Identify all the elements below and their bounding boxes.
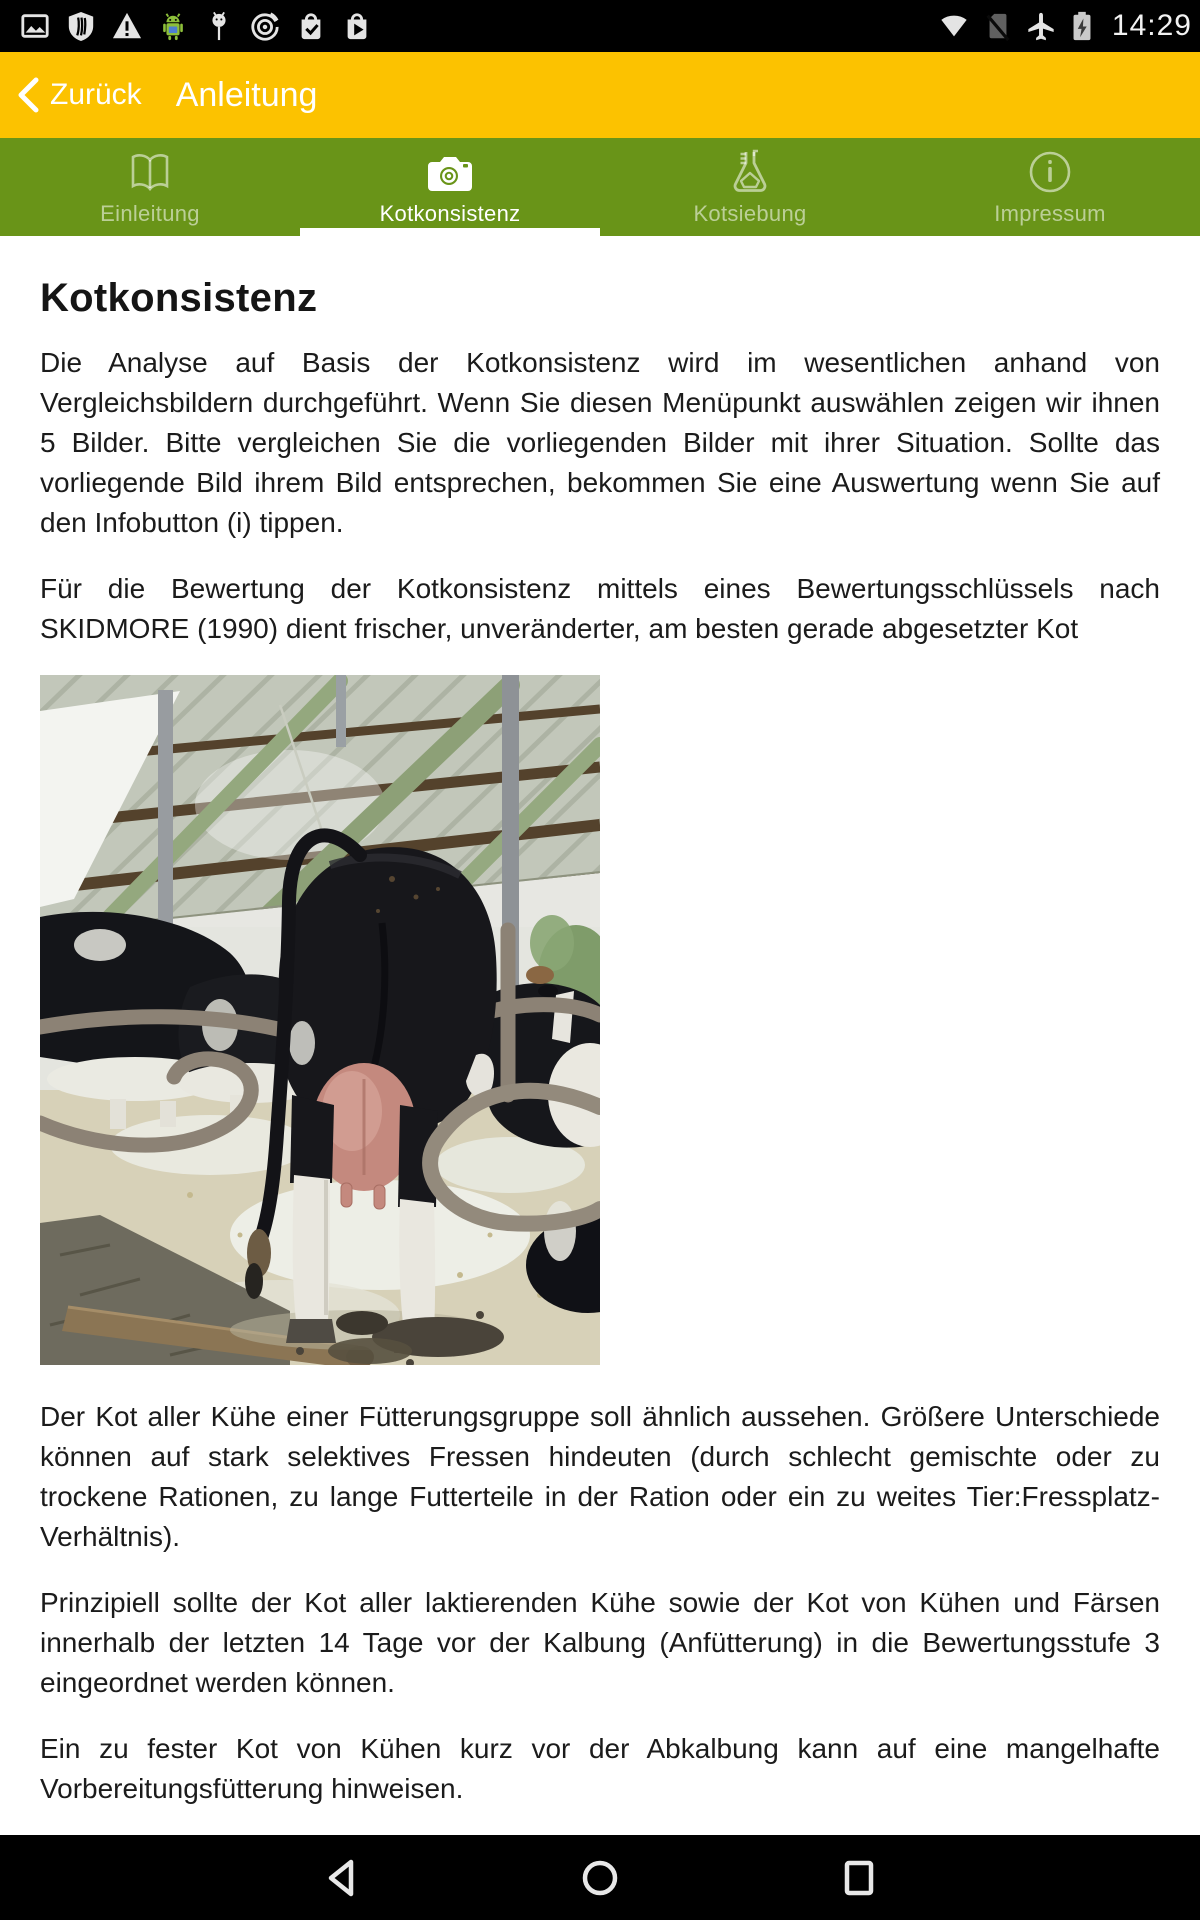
action-bar — [0, 52, 1200, 138]
status-time: 14:29 — [1111, 9, 1192, 42]
warning-icon — [112, 11, 142, 41]
home-icon — [580, 1858, 620, 1898]
status-bar-notification-icons — [20, 11, 372, 41]
no-sim-icon — [983, 11, 1013, 41]
battery-charging-icon — [1069, 10, 1095, 42]
airplane-icon — [1026, 11, 1056, 41]
bag-play-icon — [342, 11, 372, 41]
android-figure-icon — [204, 11, 234, 41]
camera-icon — [425, 148, 475, 194]
tab-label: Kotsiebung — [693, 201, 807, 226]
paragraph: Für die Bewertung der Kotkonsistenz mittels eines Bewertungsschlüssels nach SKIDMORE (1990) dient frischer, unveränderter, am besten gerade abgesetzter Kot — [40, 573, 1160, 644]
page-title: Anleitung — [175, 75, 318, 114]
flask-icon — [727, 148, 773, 194]
tab-label: Impressum — [994, 201, 1106, 226]
status-bar-system-icons — [938, 0, 1192, 52]
cow-rear-view-photo — [40, 675, 600, 1365]
tab-label: Kotkonsistenz — [379, 201, 521, 226]
back-button[interactable] — [0, 52, 142, 138]
tab-label: Einleitung — [100, 201, 200, 226]
back-icon — [323, 1858, 359, 1898]
nav-back-button[interactable] — [319, 1856, 363, 1900]
tab-kotkonsistenz[interactable] — [300, 138, 600, 236]
paragraph: Ein zu fester Kot von Kühen kurz vor der Abkalbung kann auf eine mangelhafte Vorbereitungsfütterung hinweisen. — [40, 1733, 1160, 1804]
chevron-left-icon — [14, 75, 40, 115]
tab-impressum[interactable] — [900, 138, 1200, 236]
paragraph: Der Kot aller Kühe einer Fütterungsgruppe soll ähnlich aussehen. Größere Unterschiede können auf stark selektives Fressen hindeuten (durch schlecht gemischte oder zu trockene Rationen, zu lange Futterteile in der Ration oder ein zu weites Tier:Fressplatz-Verhältnis). — [40, 1401, 1160, 1552]
content-heading: Kotkonsistenz — [40, 276, 318, 320]
nav-recents-button[interactable] — [837, 1856, 881, 1900]
wifi-icon — [938, 11, 970, 41]
info-icon — [1028, 148, 1072, 194]
back-button-label: Zurück — [50, 78, 142, 111]
bag-check-icon — [296, 11, 326, 41]
tab-kotsiebung[interactable] — [600, 138, 900, 236]
navigation-bar — [0, 1835, 1200, 1920]
status-bar — [0, 0, 1200, 52]
paragraph: Prinzipiell sollte der Kot aller laktierenden Kühe sowie der Kot von Kühen und Färsen innerhalb der letzten 14 Tage vor der Kalbung (Anfütterung) in die Bewertungsstufe 3 eingeordnet werden können. — [40, 1587, 1160, 1698]
android-robot-icon — [158, 11, 188, 41]
tab-einleitung[interactable] — [0, 138, 300, 236]
nav-home-button[interactable] — [578, 1856, 622, 1900]
shield-icon — [66, 11, 96, 41]
tab-bar — [0, 138, 1200, 236]
recents-icon — [841, 1858, 877, 1898]
paragraph: Die Analyse auf Basis der Kotkonsistenz wird im wesentlichen anhand von Vergleichsbildern durchgeführt. Wenn Sie diesen Menüpunkt auswählen zeigen wir ihnen 5 Bilder. Bitte vergleichen Sie die vorliegenden Bilder mit ihrer Situation. Sollte das vorliegende Bild ihrem Bild entsprechen, bekommen Sie eine Auswertung wenn Sie auf den Infobutton (i) tippen. — [40, 347, 1160, 538]
image-icon — [20, 11, 50, 41]
book-icon — [126, 148, 174, 194]
spiral-icon — [250, 11, 280, 41]
content-area — [0, 236, 1200, 1835]
